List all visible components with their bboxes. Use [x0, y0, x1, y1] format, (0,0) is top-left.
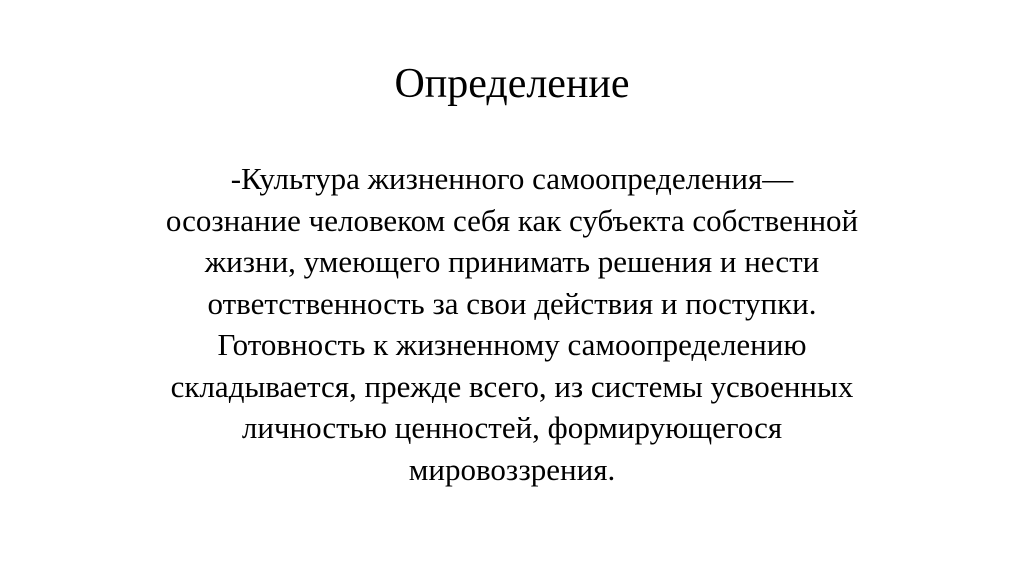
- definition-line: ответственность за свои действия и поступки.: [207, 285, 817, 321]
- slide-title: Определение: [394, 61, 630, 107]
- definition-line: складывается, прежде всего, из системы усвоенных: [170, 368, 854, 404]
- definition-line: личностью ценностей, формирующегося: [241, 410, 783, 445]
- definition-line: мировоззрения.: [408, 451, 616, 487]
- definition-line: осознание человеком себя как субъекта собственной: [165, 202, 859, 238]
- definition-line: жизни, умеющего принимать решения и нести: [204, 244, 820, 279]
- definition-text: [60, 158, 964, 490]
- definition-line: -Культура жизненного самоопределения—: [230, 161, 794, 196]
- definition-line: Готовность к жизненному самоопределению: [217, 327, 807, 362]
